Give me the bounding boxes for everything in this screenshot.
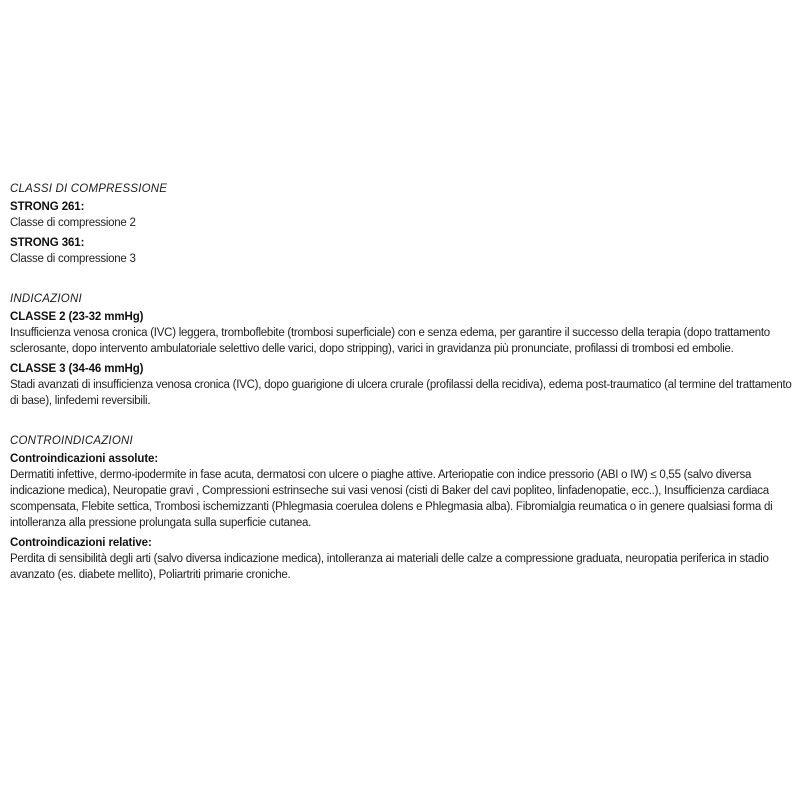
section-compression-classes xyxy=(10,183,792,267)
relative-contraindications-heading: Controindicazioni relative: xyxy=(10,537,152,549)
strong-361-body: Classe di compressione 3 xyxy=(10,253,136,265)
relative-contraindications-body: Perdita di sensibilità degli arti (salvo diversa indicazione medica), intolleranza ai materiali delle calze a compressione graduata, neuropatia periferica in stadio avanzato (es. diabete mellito), Poliartriti primarie croniche. xyxy=(10,553,769,581)
section-indications xyxy=(10,293,792,409)
classe-3-heading: CLASSE 3 (34-46 mmHg) xyxy=(10,363,144,375)
section-contraindications xyxy=(10,435,792,583)
contraindications-section-label: CONTROINDICAZIONI xyxy=(10,435,133,447)
indications-section-label: INDICAZIONI xyxy=(10,293,82,305)
classe-3-body: Stadi avanzati di insufficienza venosa cronica (IVC), dopo guarigione di ulcera crurale (profilassi della recidiva), edema post-traumatico (al termine del trattamento di base), linfedemi reversibili. xyxy=(10,379,792,407)
absolute-contraindications-heading: Controindicazioni assolute: xyxy=(10,453,159,465)
strong-361-heading: STRONG 361: xyxy=(10,237,85,249)
compression-classes-section-label: CLASSI DI COMPRESSIONE xyxy=(10,183,168,195)
strong-261-body: Classe di compressione 2 xyxy=(10,217,136,229)
classe-2-body: Insufficienza venosa cronica (IVC) leggera, tromboflebite (trombosi superficiale) con e senza edema, per garantire il successo della terapia (dopo trattamento sclerosante, dopo intervento ambulatoriale selettivo delle varici, dopo stripping), varici in gravidanza più pronunciate, profilassi di trombosi ed embolie. xyxy=(10,327,770,355)
strong-261-heading: STRONG 261: xyxy=(10,201,85,213)
product-info-document xyxy=(10,183,792,589)
absolute-contraindications-body: Dermatiti infettive, dermo-ipodermite in fase acuta, dermatosi con ulcere o piaghe attive. Arteriopatie con indice pressorio (ABI o IW) ≤ 0,55 (salvo diversa indicazione medica), Neuropatie gravi , Compressioni estrinseche sui vasi venosi (cisti di Baker del cavi popliteo, linfadenopatie, ecc..), Insufficienza cardiaca scompensata, Flebite settica, Trombosi ischemizzanti (Phlegmasia coerulea dolens e Phlegmasia alba). Fibromialgia reumatica o in genere qualsiasi forma di intolleranza alla pressione prolungata sulla superficie cutanea. xyxy=(10,469,773,529)
classe-2-heading: CLASSE 2 (23-32 mmHg) xyxy=(10,311,144,323)
